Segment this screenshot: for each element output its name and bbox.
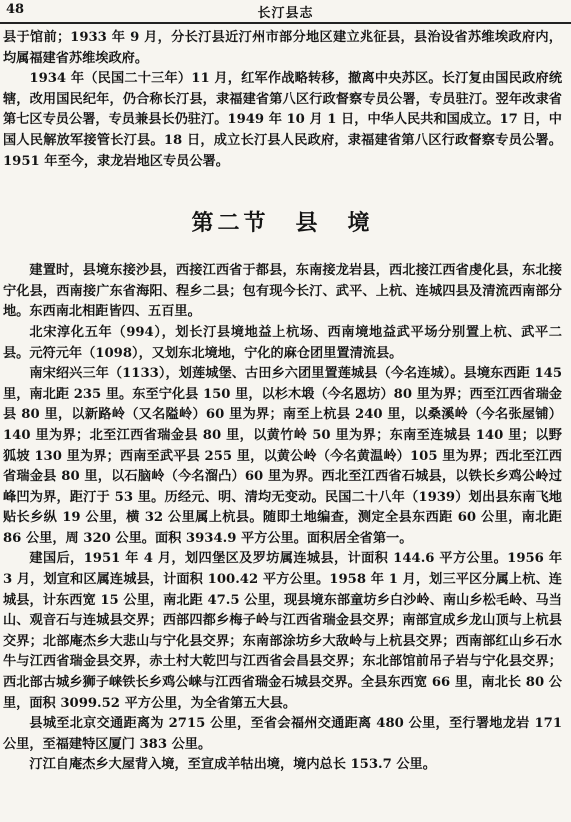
running-title: 长汀县志	[257, 6, 314, 21]
page-header	[0, 0, 571, 22]
page-body	[3, 28, 562, 776]
section-title: 第二节 县 境	[191, 210, 374, 237]
paragraph: 北宋淳化五年（994），划长汀县境地益上杭场、西南境地益武平场分别置上杭、武平二县。元符元年（1098），又划东北境地，宁化的麻仓团里置清流县。	[3, 324, 562, 361]
paragraph: 汀江自庵杰乡大屋背入境，至宣成羊牯出境，境内总长 153.7 公里。	[29, 757, 436, 773]
paragraph: 建置时，县境东接沙县，西接江西省于都县，东南接龙岩县，西北接江西省虔化县，东北接宁化县，西南接广东省海阳、程乡二县；包有现今长汀、武平、上杭、连城四县及清流西南部分地。东西南北相距皆四、五百里。	[3, 263, 562, 320]
paragraph: 1934 年（民国二十三年）11 月，红军作战略转移，撤离中央苏区。长汀复由国民政府统辖，改用国民纪年，仍合称长汀县，隶福建省第八区行政督察专员公署，专员驻汀。翌年改隶省第七区专员公署，专员兼县长仍驻汀。1949 年 10 月 1 日，中华人民共和国成立。17 日，中国人民解放军接管长汀县。18 日，成立长汀县人民政府，隶福建省第八区行政督察专员公署。1951 年至今，隶龙岩地区专员公署。	[3, 71, 562, 169]
paragraph: 建国后，1951 年 4 月，划四堡区及罗坊属连城县，计面积 144.6 平方公里。1956 年 3 月，划宣和区属连城县，计面积 100.42 平方公里。1958 年 1 月，划三平区分属上杭、连城县，计东西宽 15 公里，南北距 47.5 公里，现县境东部童坊乡白沙岭、南山乡松毛岭、马当山、观音石与连城县交界；西部四都乡梅子岭与江西省瑞金县交界；南部宣成乡龙山顶与上杭县交界；北部庵杰乡大悲山与宁化县交界；东南部涂坊乡大敌岭与上杭县交界；西南部红山乡石水牛与江西省瑞金县交界，赤土村大乾凹与江西省会昌县交界；东北部馆前吊子岩与宁化县交界；西北部古城乡狮子崃铁长乡鸡公崃与江西省瑞金石城县交界。全县东西宽 66 里，南北长 80 公里，面积 3099.52 平方公里，为全省第五大县。	[3, 551, 562, 711]
paragraph: 南宋绍兴三年（1133），划莲城堡、古田乡六团里置莲城县（今名连城）。县境东西距 145 里，南北距 235 里。东至宁化县 150 里，以杉木塅（今名恩坊）80 里为界；西至江西省瑞金县 80 里，以新路岭（又名隘岭）60 里为界；南至上杭县 240 里，以桑溪岭（今名张屋铺）140 里为界；北至江西省瑞金县 80 里，以黄竹岭 50 里为界；东南至连城县 140 里；以野狐坡 130 里为界；西南至武平县 255 里，以黄公岭（今名黄温岭）105 里为界；西北至江西省瑞金县 80 里，以石脑岭（今名溜凸）60 里为界。西北至江西省石城县，以铁长乡鸡公岭过峰凹为界，距汀于 53 里。历经元、明、清均无变动。民国二十八年（1939）划出县东南飞地贴长乡纵 19 公里，横 32 公里属上杭县。随即土地编查，测定全县东西距 60 公里，南北距 86 公里，周 320 公里。面积 3934.9 平方公里。面积居全省第一。	[3, 366, 562, 546]
paragraph: 县于馆前；1933 年 9 月，分长汀县近汀州市部分地区建立兆征县，县治设省苏维埃政府内，均属福建省苏维埃政府。	[3, 30, 562, 66]
paragraph: 县城至北京交通距离为 2715 公里，至省会福州交通距离 480 公里，至行署地龙岩 171 公里，至福建特区厦门 383 公里。	[3, 716, 562, 752]
page-number: 48	[6, 2, 25, 17]
header-rule	[0, 22, 571, 24]
